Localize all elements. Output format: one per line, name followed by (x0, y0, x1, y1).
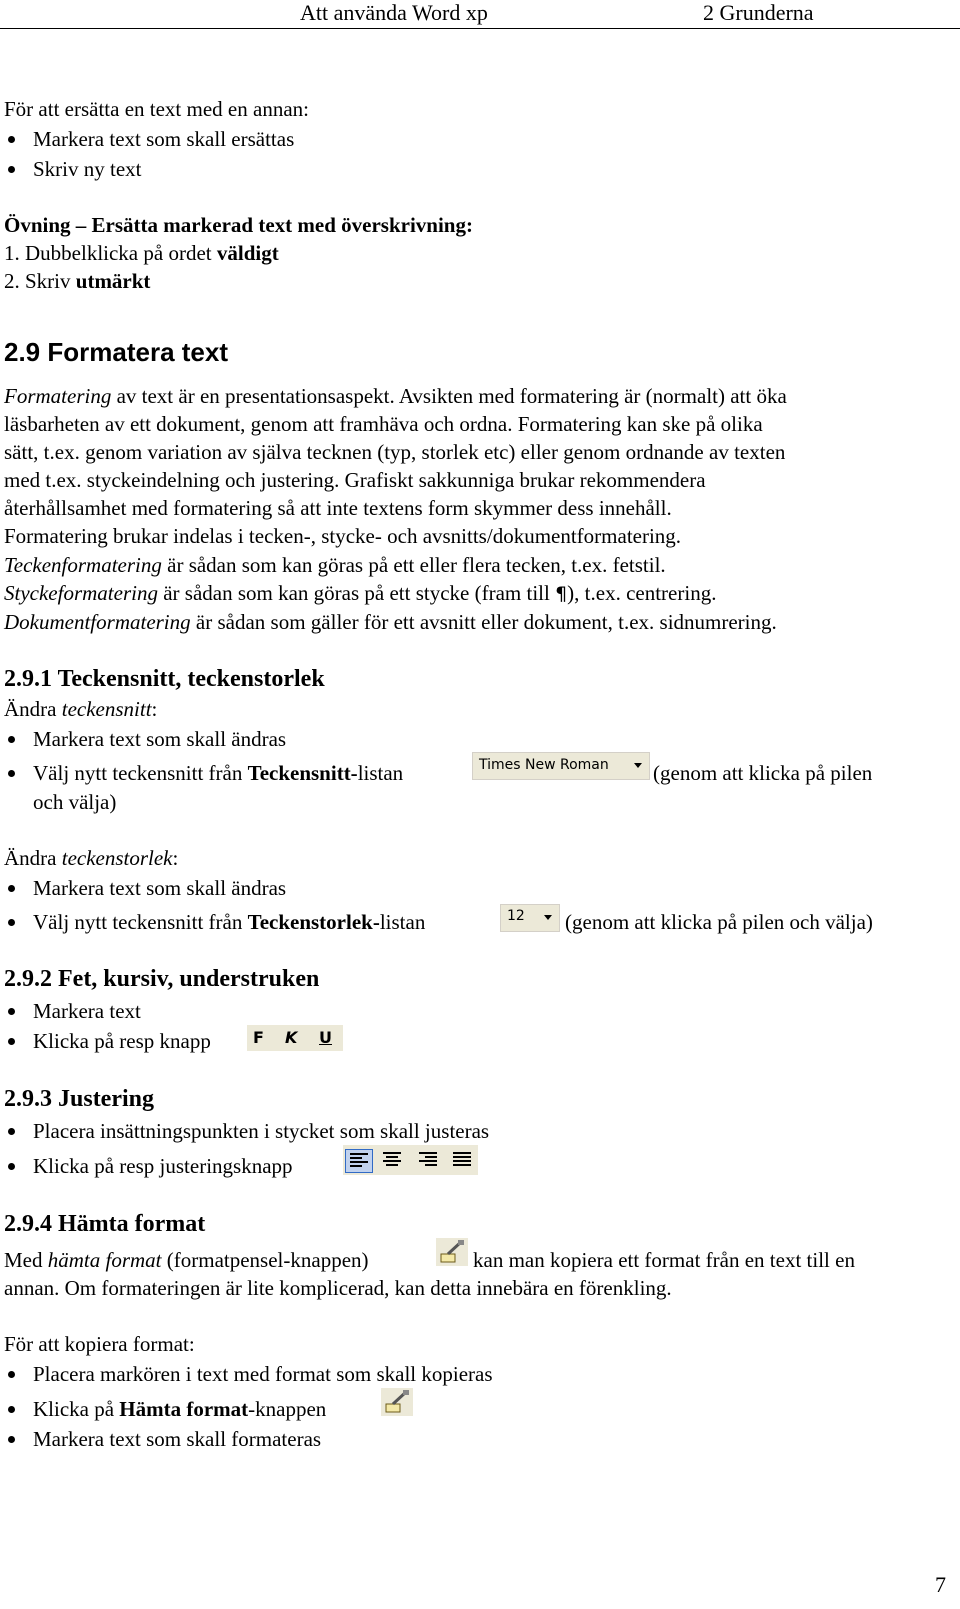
paragraph-line: Formatering av text är en presentationsaspekt. Avsikten med formatering är (normalt) att öka (4, 384, 787, 408)
section-heading-2-9-1: 2.9.1 Teckensnitt, teckenstorlek (4, 666, 325, 692)
replace-intro: För att ersätta en text med en annan: (4, 97, 309, 121)
paragraph-line: återhållsamhet med formatering så att inte textens form skymmer dess innehåll. (4, 496, 672, 520)
font-hint: (genom att klicka på pilen (653, 761, 873, 785)
paragraph-line: läsbarheten av ett dokument, genom att framhäva och ordna. Formatering kan ske på olika (4, 412, 763, 436)
align-left-button[interactable] (345, 1149, 373, 1173)
size-hint: (genom att klicka på pilen och välja) (565, 910, 873, 934)
pilcrow-icon: ¶ (555, 583, 568, 605)
paragraph-line: med t.ex. styckeindelning och justering. Grafiskt sakkunniga brukar rekommendera (4, 468, 706, 492)
alignment-toolbar (343, 1145, 478, 1175)
font-size-dropdown[interactable] (500, 904, 560, 932)
format-painter-button[interactable] (381, 1388, 413, 1416)
header-chapter: 2 Grunderna (703, 0, 814, 25)
section-heading-2-9-4: 2.9.4 Hämta format (4, 1211, 206, 1237)
bold-button[interactable]: F (253, 1028, 264, 1047)
align-right-button[interactable] (415, 1149, 441, 1171)
paragraph-line: sätt, t.ex. genom variation av själva tecknen (typ, storlek etc) eller genom ordnande av texten (4, 440, 786, 464)
exercise-step-1: 1. Dubbelklicka på ordet väldigt (4, 241, 279, 265)
page-number: 7 (935, 1572, 946, 1597)
paragraph-line: Med hämta format (formatpensel-knappen) (4, 1248, 369, 1272)
exercise-title: Övning – Ersätta markerad text med överskrivning: (4, 213, 473, 237)
section-heading-2-9-3: 2.9.3 Justering (4, 1086, 154, 1112)
header-title: Att använda Word xp (300, 0, 488, 25)
chevron-down-icon[interactable] (538, 906, 558, 928)
format-painter-button[interactable] (436, 1238, 468, 1266)
paragraph-line: Teckenformatering är sådan som kan göras på ett eller flera tecken, t.ex. fetstil. (4, 553, 666, 577)
format-painter-icon (381, 1388, 413, 1416)
paragraph-line: Dokumentformatering är sådan som gäller för ett avsnitt eller dokument, t.ex. sidnumrering. (4, 610, 777, 634)
paragraph-line: annan. Om formateringen är lite komplicerad, kan detta innebära en förenkling. (4, 1276, 672, 1300)
paragraph-line: Styckeformatering är sådan som kan göras på ett stycke (fram till ¶), t.ex. centrering. (4, 581, 717, 605)
paragraph-line: Formatering brukar indelas i tecken-, stycke- och avsnitts/dokumentformatering. (4, 524, 682, 548)
copy-intro: För att kopiera format: (4, 1332, 195, 1356)
paragraph-line: kan man kopiera ett format från en text till en (473, 1248, 855, 1272)
font-intro: Ändra teckensnitt: (4, 697, 158, 721)
size-intro: Ändra teckenstorlek: (4, 846, 179, 870)
font-name-value: Times New Roman (479, 757, 609, 773)
font-hint-cont: och välja) (33, 790, 117, 814)
italic-button[interactable]: K (285, 1028, 298, 1047)
justify-button[interactable] (449, 1149, 475, 1171)
align-center-button[interactable] (379, 1149, 405, 1171)
section-heading-2-9: 2.9 Formatera text (4, 337, 228, 367)
format-painter-icon (436, 1238, 468, 1266)
chevron-down-icon[interactable] (628, 754, 648, 776)
format-buttons-toolbar (247, 1025, 343, 1051)
exercise-step-2: 2. Skriv utmärkt (4, 269, 151, 293)
underline-button[interactable]: U (319, 1028, 332, 1047)
font-size-value: 12 (507, 908, 525, 924)
font-name-dropdown[interactable] (472, 752, 650, 780)
section-heading-2-9-2: 2.9.2 Fet, kursiv, understruken (4, 966, 320, 992)
page-header (0, 0, 960, 29)
